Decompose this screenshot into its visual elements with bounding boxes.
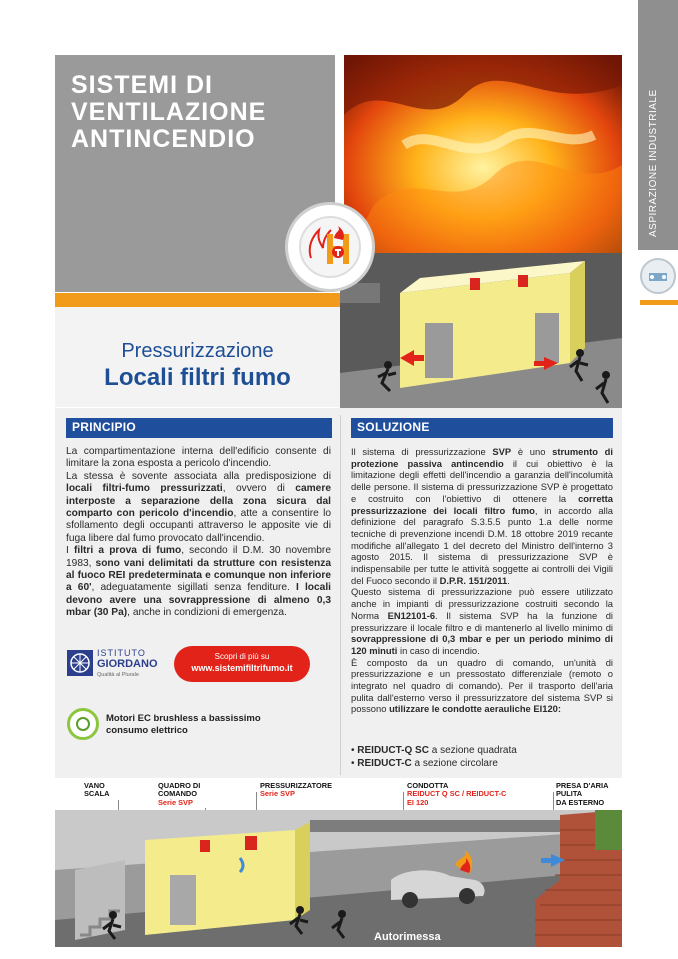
soluzione-text xyxy=(351,446,613,715)
paragraph xyxy=(66,446,331,471)
column-divider xyxy=(340,415,341,775)
text-run: . Il sistema SVP ha la funzione di pressurizzare il locale filtro e di mantenerlo al livello minimo di xyxy=(351,609,613,633)
fire-image xyxy=(344,55,622,260)
heading-underline xyxy=(351,436,613,438)
label-series: EI 120 xyxy=(407,797,429,807)
bold-text: SVP xyxy=(492,446,512,457)
duct-list xyxy=(351,745,613,770)
category-icon xyxy=(640,258,676,294)
text-run: Questo sistema di pressurizzazione può essere utilizzato anche in impianti di pressurizzazione costruiti secondo la Norma xyxy=(351,586,613,621)
ec-motor-icon xyxy=(67,708,99,740)
text-run: È composto da un quadro di comando, un'unità di pressurizzazione e un pressostato differenziale (remoto o integrato nel quadro di comando). Per il trasporto dell'aria pulita dall'esterno verso il pressurizzatore del sistema SVP si possono xyxy=(351,656,613,715)
text-run: , anche in condizioni di emergenza. xyxy=(127,607,287,619)
istituto-mark-icon xyxy=(67,650,93,676)
label-pressurizzatore xyxy=(260,782,332,799)
product-name: REIDUCT-Q SC xyxy=(357,745,429,756)
text-run: , secondo il D.M. 30 novembre 1983, xyxy=(66,545,331,569)
side-accent-bar xyxy=(640,300,678,305)
principio-heading: PRINCIPIO xyxy=(66,418,332,436)
paragraph xyxy=(66,545,331,619)
pressurized-room-illustration xyxy=(340,253,622,408)
page-title xyxy=(71,72,331,153)
istituto-giordano-logo xyxy=(67,648,159,680)
text-run: il cui obiettivo è la limitazione degli effetti dell'incendio a garanzia dell'incolumità delle persone. Il sistema di pressurizzazione SVP è progettato e costruito con l'obiettivo di ottenere la xyxy=(351,457,613,504)
principio-text xyxy=(66,446,331,620)
label-line: DA ESTERNO xyxy=(556,797,605,807)
label-line: PULITA xyxy=(556,789,583,799)
text-run: , ovvero di xyxy=(222,483,296,495)
paragraph xyxy=(351,657,613,716)
ec-line: consumo elettrico xyxy=(106,725,188,736)
product-desc: a sezione circolare xyxy=(411,757,498,769)
label-line: QUADRO DI xyxy=(158,781,201,790)
diagram-caption: Autorimessa xyxy=(374,931,441,943)
label-vano-scala xyxy=(84,782,109,799)
side-tab-label: ASPIRAZIONE INDUSTRIALE xyxy=(648,89,659,237)
text-run: , adeguatamente sigillati senza fenditure. xyxy=(91,582,296,594)
label-line: PRESA D'ARIA xyxy=(556,781,609,790)
ec-line: Motori EC brushless a bassissimo xyxy=(106,713,261,724)
bold-text: utilizzare le condotte aerauliche EI120: xyxy=(389,703,561,715)
label-line: PRESSURIZZATORE xyxy=(260,781,332,790)
logo-emblem xyxy=(299,216,361,278)
list-item: • REIDUCT-Q SC a sezione quadrata xyxy=(351,745,517,756)
text-run: La stessa è sovente associata alla predisposizione di xyxy=(66,470,331,482)
text-run: , in accordo alla definizione del paragrafo S.3.5.5 punto 1.a delle norme tecniche di prevenzione incendi D.M. 18 ottobre 2019 recante modifiche all'allegato 1 del decreto del Ministro dell'interno 3 agosto 2015. Il sistema di pressurizzazione SVP è indispensabile per tutte le attività soggette ai controlli dei Vigili del Fuoco secondo il xyxy=(351,504,613,586)
bold-text: sono vani delimitati da strutture con resistenza al fuoco REI predeterminata e comunque non inferiore a 60' xyxy=(66,557,331,594)
istituto-line2: GIORDANO xyxy=(97,658,158,670)
bold-text: EN12101-6 xyxy=(387,609,436,621)
text-run: Il sistema di pressurizzazione xyxy=(351,446,493,457)
title-line: ANTINCENDIO xyxy=(71,125,256,153)
ec-motor-text xyxy=(106,713,306,737)
label-series: REIDUCT Q SC / REIDUCT-C xyxy=(407,789,507,799)
product-desc: a sezione quadrata xyxy=(428,745,517,756)
bold-text: camere interposte a separazione della zona sicura dal comparto con pericolo d'incendio xyxy=(66,483,331,520)
label-line: COMANDO xyxy=(158,789,198,799)
text-run: in caso di incendio. xyxy=(397,644,480,656)
subtitle-bold: Locali filtri fumo xyxy=(104,364,291,391)
text-run: . xyxy=(507,574,510,586)
link-url: www.sistemifiltrifumo.it xyxy=(191,663,293,673)
bold-text: I locali devono avere una sovrappressione di almeno 0,3 mbar (30 Pa) xyxy=(66,582,331,619)
paragraph xyxy=(351,586,613,656)
website-link-button[interactable] xyxy=(174,646,310,682)
title-line: SISTEMI DI xyxy=(71,71,213,99)
istituto-tagline: Qualità al Plurale xyxy=(97,672,139,678)
bold-text: locali filtri-fumo pressurizzati xyxy=(66,483,223,495)
fire-protection-logo xyxy=(285,202,375,292)
label-series: Serie SVP xyxy=(260,789,295,799)
text-run: I xyxy=(66,545,74,557)
heading-underline xyxy=(66,436,332,438)
bold-text: filtri a prova di fumo xyxy=(73,545,182,557)
paragraph xyxy=(66,471,331,545)
label-condotta xyxy=(407,782,506,807)
label-line: SCALA xyxy=(84,789,110,799)
product-name: REIDUCT-C xyxy=(357,757,412,769)
soluzione-heading: SOLUZIONE xyxy=(351,418,613,436)
bold-text: sovrappressione di 0,3 mbar e per un periodo minimo di 120 minuti xyxy=(351,633,613,656)
title-line: VENTILAZIONE xyxy=(71,98,267,126)
bold-text: D.P.R. 151/2011 xyxy=(439,574,508,586)
bold-text: strumento di protezione passiva antincendio xyxy=(351,446,614,469)
header-accent-bar xyxy=(55,293,340,307)
istituto-line1: ISTITUTO xyxy=(97,648,146,658)
label-series: Serie SVP xyxy=(158,797,193,807)
text-run: è uno xyxy=(511,446,553,457)
label-line: VANO xyxy=(84,781,105,790)
bold-text: corretta pressurizzazione dei locali filtro fumo xyxy=(351,492,613,516)
garage-illustration xyxy=(55,810,622,947)
label-line: CONDOTTA xyxy=(407,781,449,790)
paragraph xyxy=(351,446,613,586)
text-run: La compartimentazione interna dell'edificio consente di limitare la zona esposta a pericolo d'incendio. xyxy=(66,446,331,470)
label-presa-aria xyxy=(556,782,608,807)
label-quadro-comando xyxy=(158,782,200,807)
list-item: • REIDUCT-C a sezione circolare xyxy=(351,757,498,769)
text-run: , atte a consentire lo sfollamento degli occupanti attraverso le apposite vie di fuga libere dal fumo provocato dall'incendio. xyxy=(66,508,331,544)
subtitle: Pressurizzazione xyxy=(121,340,274,362)
link-caption: Scopri di più su xyxy=(214,652,270,661)
